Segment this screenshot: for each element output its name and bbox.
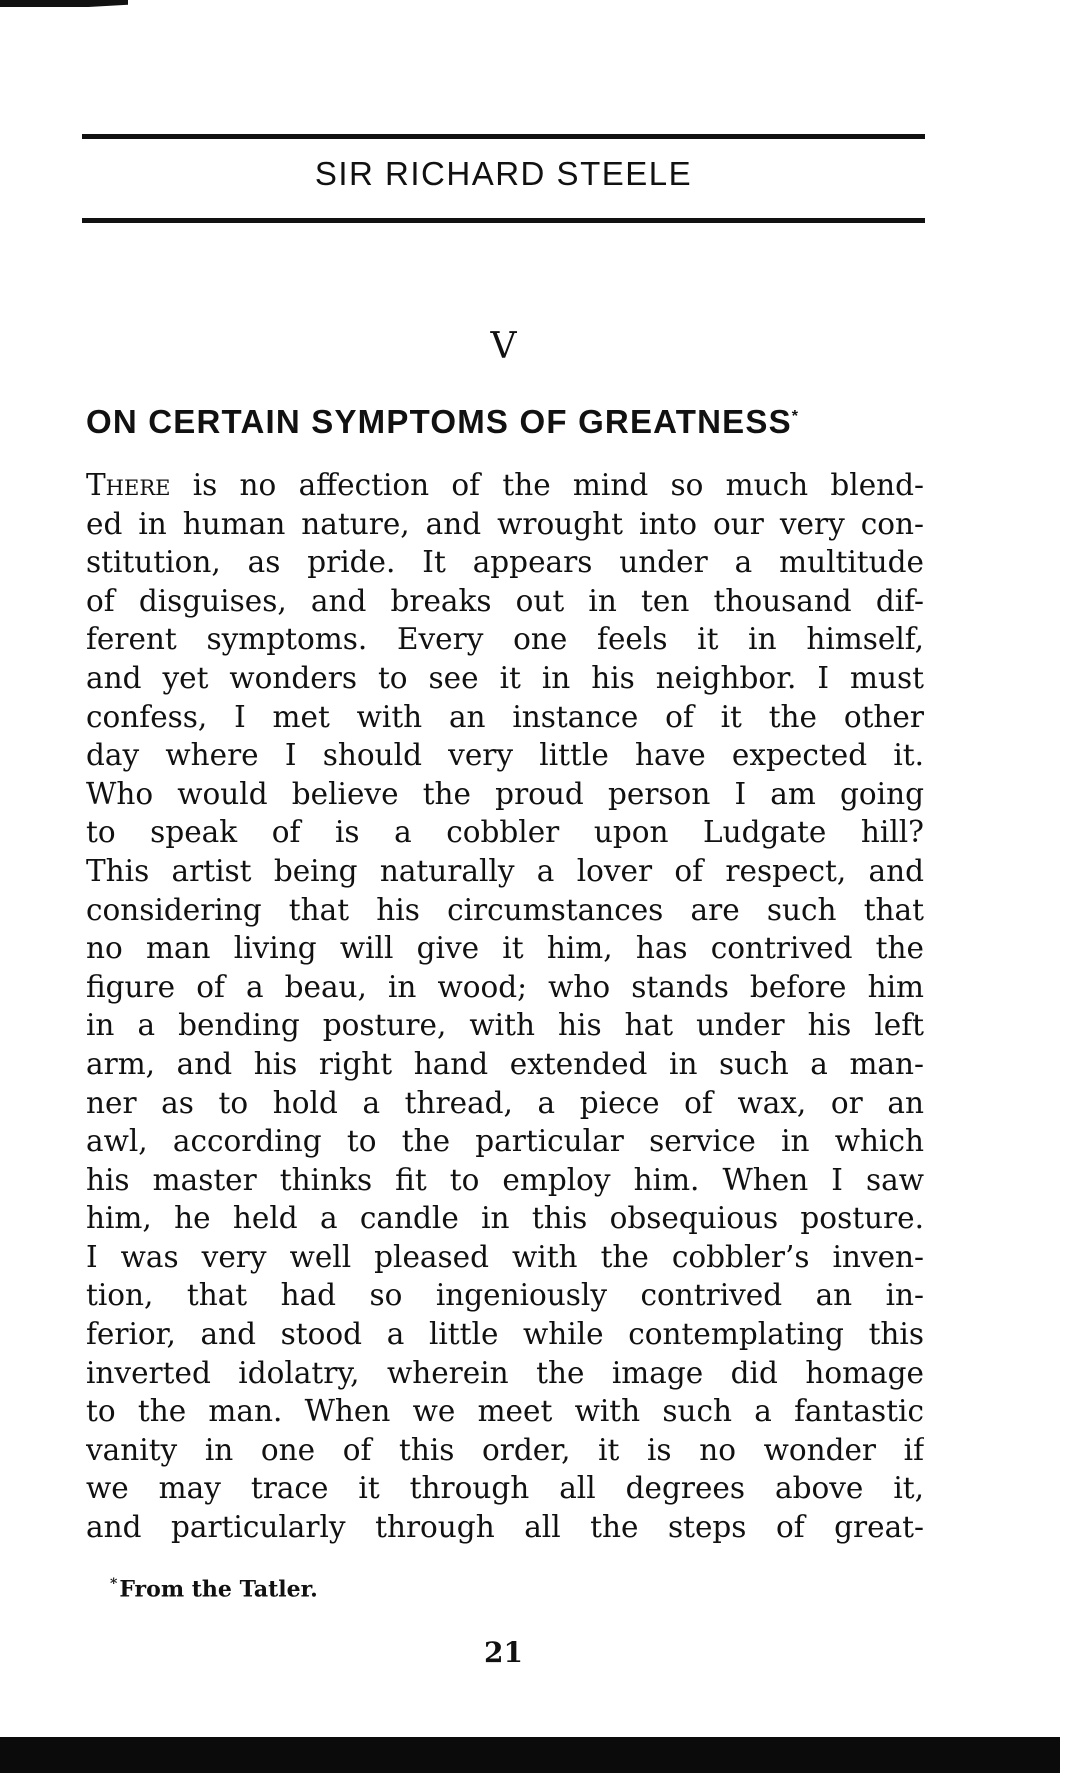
body-line: I was very well pleased with the cobbler’s inven- — [86, 1239, 924, 1274]
body-line: This artist being naturally a lover of respect, and — [86, 853, 924, 888]
drop-word: There — [86, 468, 171, 502]
body-line: confess, I met with an instance of it the other — [86, 699, 924, 734]
body-line: his master thinks fit to employ him. When I saw — [86, 1162, 924, 1197]
body-line: him, he held a candle in this obsequious posture. — [86, 1201, 924, 1236]
body-line: figure of a beau, in wood; who stands before him — [86, 969, 924, 1004]
chapter-title-text: ON CERTAIN SYMPTOMS OF GREATNESS — [86, 403, 792, 440]
body-line: arm, and his right hand extended in such a man- — [86, 1046, 924, 1081]
body-text — [86, 466, 924, 1547]
body-line: to speak of is a cobbler upon Ludgate hill? — [86, 815, 924, 850]
body-line: tion, that had so ingeniously contrived an in- — [86, 1278, 924, 1313]
body-line: ed in human nature, and wrought into our very con- — [86, 506, 924, 541]
chapter-title — [86, 403, 946, 441]
body-line: awl, according to the particular service in which — [86, 1124, 924, 1159]
body-line: in a bending posture, with his hat under his left — [86, 1008, 924, 1043]
running-head: SIR RICHARD STEELE — [314, 155, 693, 192]
body-line: ner as to hold a thread, a piece of wax, or an — [86, 1085, 924, 1120]
body-line: inverted idolatry, wherein the image did homage — [86, 1355, 924, 1390]
bottom-scan-bar — [0, 1737, 1060, 1773]
body-line: stitution, as pride. It appears under a multitude — [86, 545, 924, 580]
body-line: ferent symptoms. Every one feels it in himself, — [86, 622, 924, 657]
header-rule-bottom — [82, 218, 925, 223]
footnote-text: From the Tatler. — [119, 1576, 318, 1603]
chapter-number: V — [490, 326, 517, 367]
body-line: day where I should very little have expected it. — [86, 738, 924, 773]
header-rule-top — [82, 134, 925, 139]
body-line: we may trace it through all degrees above it, — [86, 1471, 924, 1506]
body-line: ferior, and stood a little while contemplating this — [86, 1317, 924, 1352]
body-line: no man living will give it him, has contrived the — [86, 931, 924, 966]
body-line: vanity in one of this order, it is no wonder if — [86, 1432, 924, 1467]
body-line: to the man. When we meet with such a fantastic — [86, 1394, 924, 1429]
page-number: 21 — [484, 1636, 523, 1669]
footnote-mark: * — [110, 1576, 118, 1592]
body-line: considering that his circumstances are such that — [86, 892, 924, 927]
body-line: There is no affection of the mind so much blend- — [86, 468, 924, 502]
body-line: and yet wonders to see it in his neighbor. I must — [86, 660, 924, 695]
body-line: Who would believe the proud person I am going — [86, 776, 924, 811]
body-line: and particularly through all the steps of great- — [86, 1510, 924, 1545]
body-line: of disguises, and breaks out in ten thousand dif- — [86, 583, 924, 618]
chapter-title-footnote-mark: * — [791, 408, 800, 425]
corner-print-mark — [0, 0, 128, 12]
footnote — [110, 1576, 318, 1602]
